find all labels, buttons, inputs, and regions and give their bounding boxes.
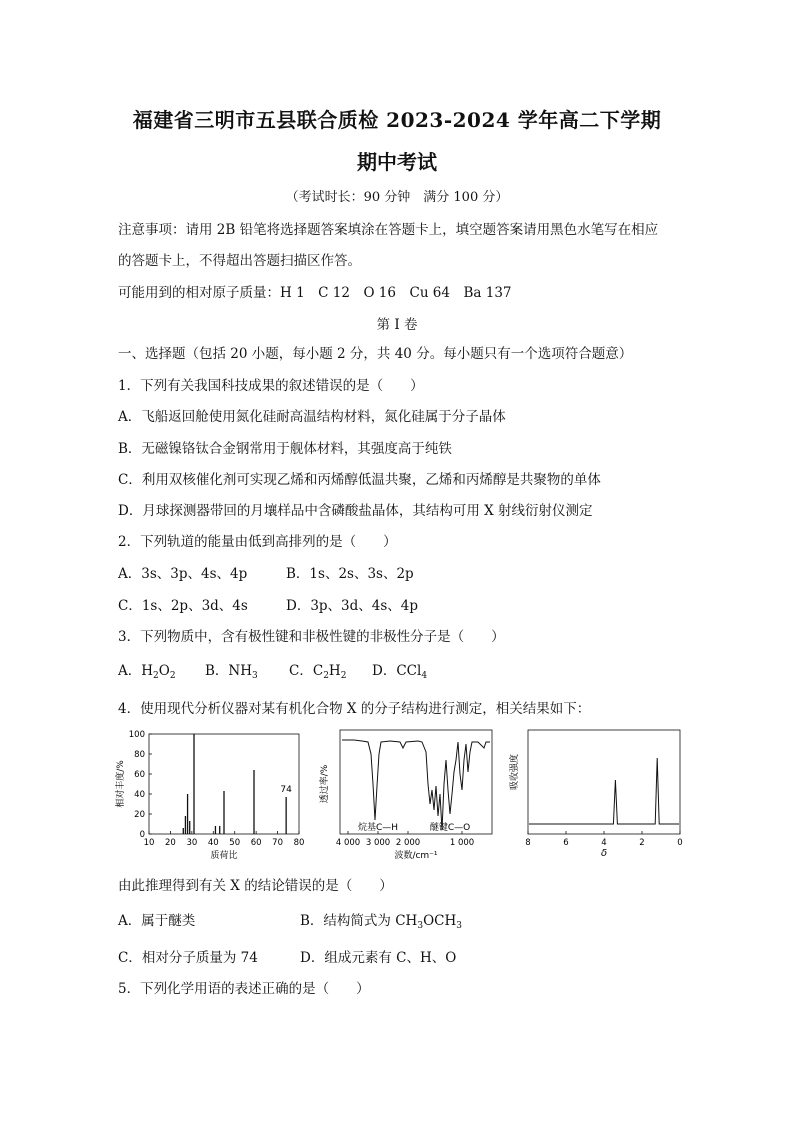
volume-heading: 第 I 卷 bbox=[376, 317, 418, 333]
atomic-masses: 可能用到的相对原子质量：H 1 C 12 O 16 Cu 64 Ba 137 bbox=[118, 285, 512, 301]
paper-title: 福建省三明市五县联合质检 2023-2024 学年高二下学期 bbox=[132, 108, 662, 132]
ir-xtick-label-0: 4 000 bbox=[335, 838, 361, 848]
ms-xtick-label-3: 40 bbox=[207, 838, 219, 848]
q3-option-d: D．CCl$_4$ bbox=[372, 663, 428, 681]
nmr-xtick-label-2: 4 bbox=[601, 838, 607, 848]
mass-spectrum-annotation: 74 bbox=[280, 785, 292, 795]
nmr-spectrum-chart bbox=[508, 724, 686, 864]
q1-option-b: B．无磁镍铬钛合金钢常用于舰体材料，其强度高于纯铁 bbox=[118, 441, 452, 457]
q3-stem: 3．下列物质中，含有极性键和非极性键的非极性分子是（ ） bbox=[118, 629, 505, 645]
mass-spectrum-xlabel: 质荷比 bbox=[210, 851, 238, 861]
q1-stem: 1．下列有关我国科技成果的叙述错误的是（ ） bbox=[118, 378, 424, 394]
nmr-spectrum-ylabel: 吸收强度 bbox=[510, 753, 520, 791]
ir-spectrum-ylabel: 透过率/% bbox=[320, 764, 330, 804]
ms-xtick-label-0: 10 bbox=[143, 838, 155, 848]
exam-info: （考试时长：90 分钟 满分 100 分） bbox=[285, 190, 509, 205]
nmr-xtick-label-4: 0 bbox=[677, 838, 683, 848]
ms-xtick-label-4: 50 bbox=[229, 838, 241, 848]
ir-spectrum-xlabel: 波数/cm⁻¹ bbox=[394, 851, 438, 861]
notice-line1: 注意事项：请用 2B 铅笔将选择题答案填涂在答题卡上，填空题答案请用黑色水笔写在相应 bbox=[118, 222, 659, 238]
nmr-absorption-curve bbox=[529, 758, 679, 824]
nmr-xtick-label-0: 8 bbox=[525, 838, 531, 848]
q3-option-a: A．$H_2O_2$ bbox=[118, 663, 176, 681]
ir-spectrum-chart bbox=[318, 724, 496, 864]
ms-ytick-label-4: 80 bbox=[134, 750, 145, 760]
q1-option-c: C．利用双核催化剂可实现乙烯和丙烯醇低温共聚，乙烯和丙烯醇是共聚物的单体 bbox=[118, 472, 601, 488]
paper-title-line2: 期中考试 bbox=[357, 150, 437, 174]
ir-transmittance-curve bbox=[342, 740, 490, 830]
section-heading: 一、选择题（包括 20 小题，每小题 2 分，共 40 分。每小题只有一个选项符合题意） bbox=[118, 346, 633, 362]
ms-xtick-label-6: 70 bbox=[272, 838, 283, 848]
q4-option-c: C．相对分子质量为 74 bbox=[118, 950, 258, 966]
ms-ytick-label-5: 100 bbox=[128, 730, 145, 740]
ms-ytick-label-3: 60 bbox=[134, 770, 145, 780]
q1-option-a: A．飞船返回舱使用氮化硅耐高温结构材料，氮化硅属于分子晶体 bbox=[118, 409, 506, 425]
nmr-spectrum-xlabel: δ bbox=[600, 848, 608, 859]
ms-xtick-label-1: 20 bbox=[165, 838, 176, 848]
ms-ytick-label-0: 0 bbox=[139, 830, 145, 840]
q4-option-a: A．属于醚类 bbox=[118, 913, 196, 929]
ms-ytick-label-1: 20 bbox=[134, 810, 145, 820]
ir-xtick-label-3: 1 000 bbox=[449, 838, 475, 848]
q4-option-d: D．组成元素有 C、H、O bbox=[300, 950, 457, 966]
mass-spectrum-ylabel: 相对丰度/% bbox=[116, 760, 126, 808]
ir-xtick-label-2: 2 000 bbox=[395, 838, 421, 848]
ir-label-ether-co: 醚键C—O bbox=[429, 823, 471, 833]
nmr-spectrum-frame bbox=[528, 730, 680, 834]
q4-option-b: B．结构简式为 $CH_3OCH_3$ bbox=[300, 913, 462, 931]
q4-conclusion-stem: 由此推理得到有关 X 的结论错误的是（ ） bbox=[118, 878, 393, 894]
q3-option-b: B．$NH_3$ bbox=[205, 663, 258, 681]
nmr-xtick-label-1: 6 bbox=[563, 838, 569, 848]
ms-xtick-label-7: 80 bbox=[293, 838, 305, 848]
q2-option-c: C．1s、2p、3d、4s bbox=[118, 598, 248, 614]
ms-xtick-label-2: 30 bbox=[186, 838, 198, 848]
mass-spectrum-chart bbox=[115, 724, 307, 864]
q2-stem: 2．下列轨道的能量由低到高排列的是（ ） bbox=[118, 534, 397, 550]
q2-option-d: D．3p、3d、4s、4p bbox=[286, 598, 419, 614]
notice-line2: 的答题卡上，不得超出答题扫描区作答。 bbox=[118, 253, 361, 269]
ms-xtick-label-5: 60 bbox=[250, 838, 262, 848]
ms-ytick-label-2: 40 bbox=[134, 790, 145, 800]
q1-option-d: D．月球探测器带回的月壤样品中含磷酸盐晶体，其结构可用 X 射线衍射仪测定 bbox=[118, 503, 593, 519]
q3-option-c: C．$C_2H_2$ bbox=[289, 663, 347, 681]
ir-xtick-label-1: 3 000 bbox=[365, 838, 391, 848]
q2-option-b: B．1s、2s、3s、2p bbox=[286, 566, 414, 582]
ir-label-alkyl-ch: 烷基C—H bbox=[357, 823, 399, 833]
q5-stem: 5．下列化学用语的表述正确的是（ ） bbox=[118, 981, 370, 997]
q2-option-a: A．3s、3p、4s、4p bbox=[118, 566, 248, 582]
ir-spectrum-frame bbox=[340, 730, 492, 834]
q4-stem: 4．使用现代分析仪器对某有机化合物 X 的分子结构进行测定，相关结果如下： bbox=[118, 701, 591, 717]
nmr-xtick-label-3: 2 bbox=[639, 838, 645, 848]
